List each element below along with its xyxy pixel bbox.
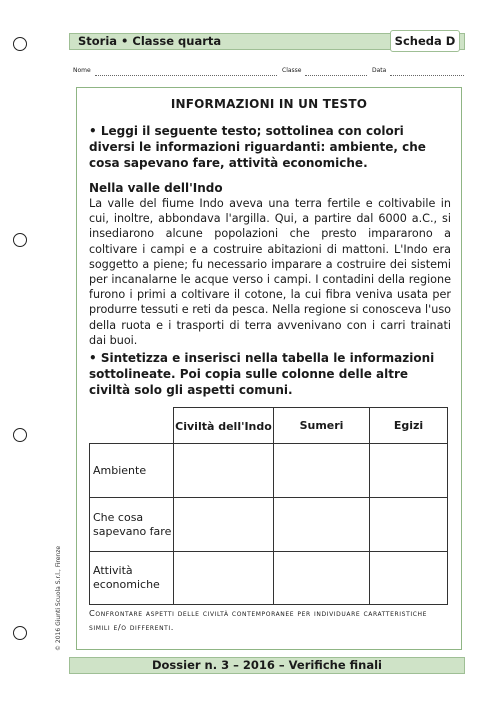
class-label: Classe — [282, 67, 302, 74]
name-label: Nome — [73, 67, 91, 74]
page-title: INFORMAZIONI IN UN TESTO — [170, 97, 368, 111]
answer-cell[interactable] — [274, 498, 370, 552]
table-corner — [90, 408, 174, 444]
answer-cell[interactable] — [174, 444, 274, 498]
name-field[interactable] — [95, 68, 277, 76]
comparison-table — [89, 407, 448, 605]
learning-objective: Confrontare aspetti delle civiltà contemporanee per individuare caratteristiche simili e/o differenti. — [89, 608, 428, 632]
binder-hole-1 — [13, 37, 27, 51]
class-field[interactable] — [305, 68, 367, 76]
footer-bar — [69, 657, 465, 674]
instruction-read: • Leggi il seguente testo; sottolinea con colori diversi le informazioni riguardanti: ambiente, che cosa sapevano fare, attività economiche. — [89, 124, 426, 170]
binder-hole-2 — [13, 233, 27, 247]
reading-text: La valle del fiume Indo aveva una terra fertile e coltivabile in cui, inoltre, abbondava l'argilla. Qui, a partire dal 6000 a.C., si insediarono alcune popolazioni che presto impararono a coltivare i campi e a costruire abitazioni di mattoni. L'Indo era soggetto a piene; fu necessario imparare a costruire dei sistemi per incanalarne le acque verso i campi. I contadini della regione furono i primi a coltivare il cotone, la cui fibra veniva usata per produrre tessuti e reti da pesca. Nella regione si conosceva l'uso della ruota e i trasporti di terra avvenivano con i carri trainati dai buoi. — [89, 197, 451, 347]
binder-hole-4 — [13, 626, 27, 640]
date-label: Data — [372, 67, 387, 74]
date-field[interactable] — [390, 68, 464, 76]
row-label: Che cosa sapevano fare — [90, 498, 174, 552]
answer-cell[interactable] — [274, 444, 370, 498]
answer-cell[interactable] — [370, 444, 448, 498]
header-bar — [69, 33, 465, 50]
answer-cell[interactable] — [370, 498, 448, 552]
column-header: Egizi — [370, 408, 448, 444]
content-box — [76, 87, 462, 650]
subject-label: Storia • Classe quarta — [78, 34, 222, 48]
answer-cell[interactable] — [174, 498, 274, 552]
student-fields — [73, 67, 465, 79]
column-header: Sumeri — [274, 408, 370, 444]
answer-cell[interactable] — [174, 552, 274, 605]
section-title: Nella valle dell'Indo — [89, 181, 223, 195]
worksheet-tag: Scheda D — [390, 30, 460, 52]
row-label: Attività economiche — [90, 552, 174, 605]
column-header: Civiltà dell'Indo — [174, 408, 274, 444]
instruction-summarize: • Sintetizza e inserisci nella tabella le informazioni sottolineate. Poi copia sulle colonne delle altre civiltà solo gli aspetti comuni. — [89, 351, 435, 397]
copyright-notice: © 2016 Giunti Scuola S.r.l., Firenze — [55, 545, 62, 651]
answer-cell[interactable] — [274, 552, 370, 605]
binder-hole-3 — [13, 428, 27, 442]
answer-cell[interactable] — [370, 552, 448, 605]
footer-label: Dossier n. 3 – 2016 – Verifiche finali — [151, 658, 382, 672]
row-label: Ambiente — [90, 444, 174, 498]
